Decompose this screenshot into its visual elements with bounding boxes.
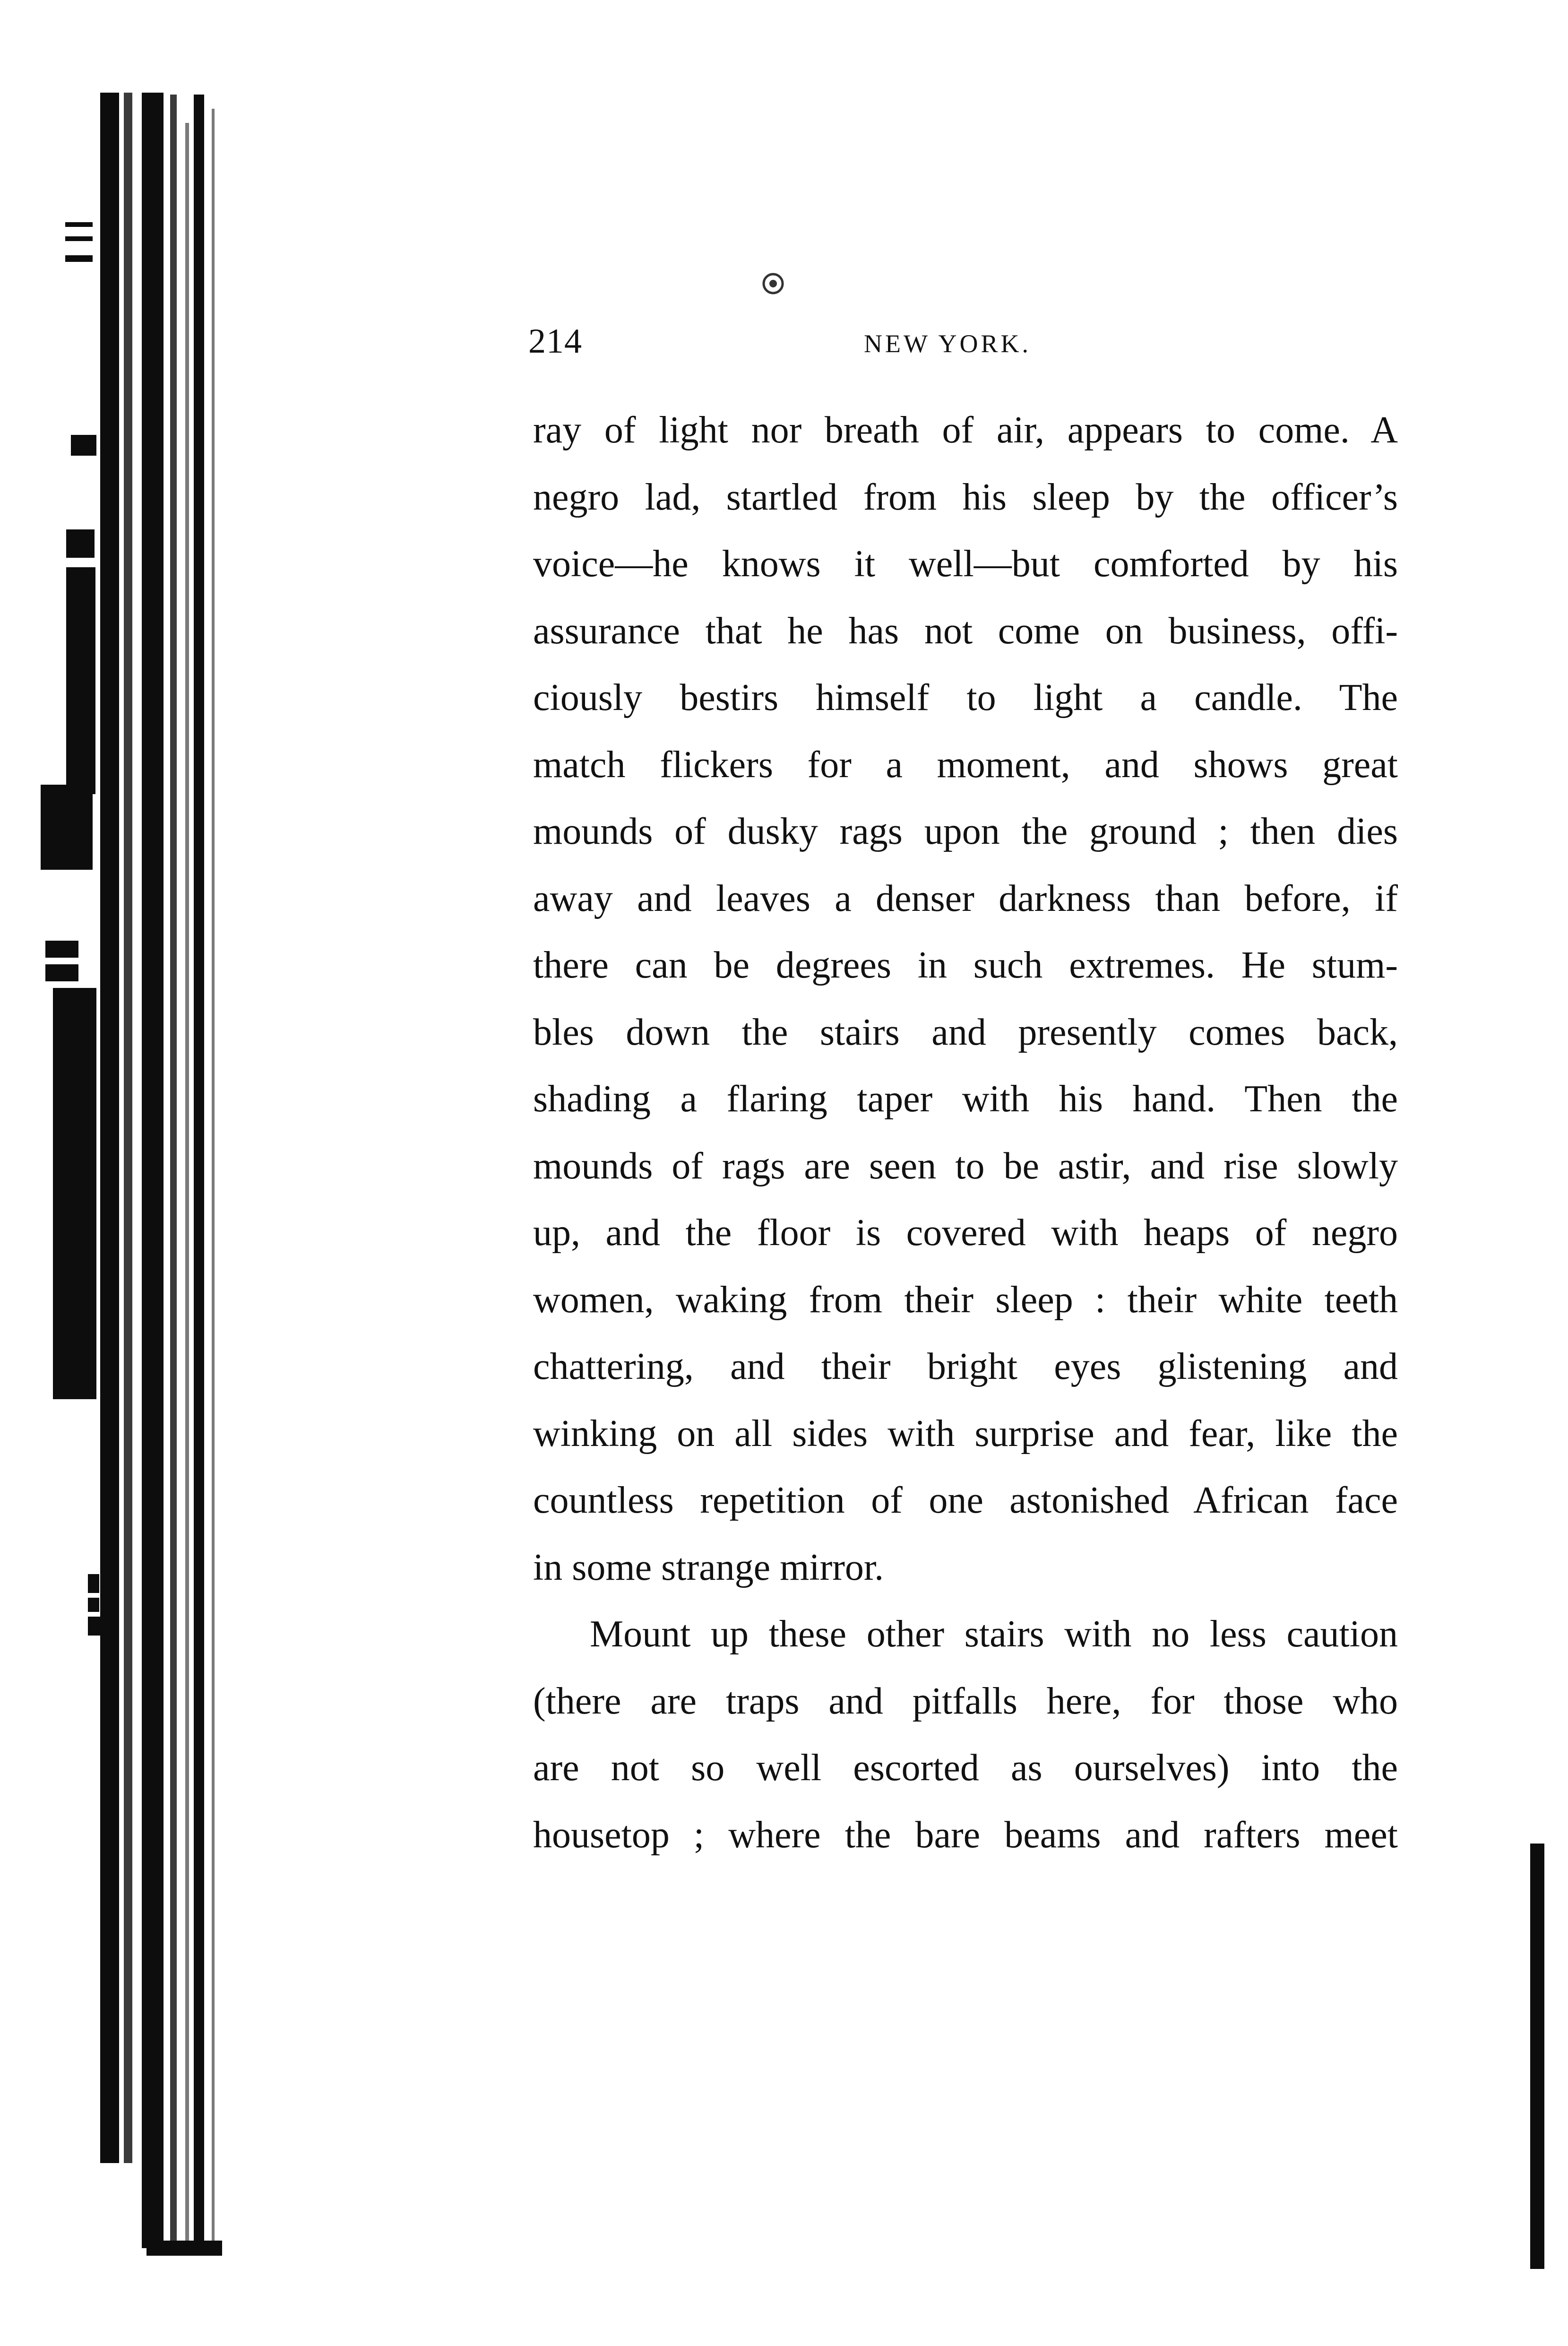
paragraph-2 bbox=[533, 1601, 1398, 1869]
text-line: up, and the floor is covered with heaps of negro bbox=[533, 1212, 1398, 1254]
text-line: (there are traps and pitfalls here, for those who bbox=[533, 1680, 1398, 1722]
text-line: shading a flaring taper with his hand. Then the bbox=[533, 1078, 1398, 1120]
text-line: bles down the stairs and presently comes back, bbox=[533, 1011, 1398, 1053]
text-line: housetop ; where the bare beams and rafters meet bbox=[533, 1814, 1398, 1856]
running-title: NEW YORK. bbox=[864, 329, 1031, 358]
text-line: Mount up these other stairs with no less caution bbox=[590, 1613, 1398, 1655]
paragraph-1 bbox=[533, 397, 1398, 1601]
text-line: match flickers for a moment, and shows great bbox=[533, 744, 1398, 786]
text-line: are not so well escorted as ourselves) into the bbox=[533, 1747, 1398, 1789]
text-line: winking on all sides with surprise and fear, like the bbox=[533, 1412, 1398, 1454]
text-line: mounds of dusky rags upon the ground ; then dies bbox=[533, 811, 1398, 852]
text-line: ciously bestirs himself to light a candle. The bbox=[533, 677, 1398, 719]
body-text bbox=[533, 397, 1398, 1869]
text-line: mounds of rags are seen to be astir, and rise slowly bbox=[533, 1145, 1398, 1187]
text-line: in some strange mirror. bbox=[533, 1546, 884, 1588]
page-number: 214 bbox=[528, 322, 582, 361]
text-line: ray of light nor breath of air, appears to come. A bbox=[533, 409, 1398, 451]
running-head bbox=[528, 321, 1407, 369]
text-line: negro lad, startled from his sleep by the officer’s bbox=[533, 476, 1398, 518]
text-line: chattering, and their bright eyes glistening and bbox=[533, 1346, 1398, 1387]
text-line: voice—he knows it well—but comforted by his bbox=[533, 543, 1398, 585]
ornament-icon bbox=[759, 268, 787, 299]
text-line: countless repetition of one astonished African face bbox=[533, 1480, 1398, 1521]
text-line: women, waking from their sleep : their white teeth bbox=[533, 1279, 1398, 1321]
text-line: away and leaves a denser darkness than before, if bbox=[533, 877, 1398, 919]
text-line: there can be degrees in such extremes. He stum- bbox=[533, 944, 1398, 986]
text-line: assurance that he has not come on business, offi- bbox=[533, 610, 1398, 652]
